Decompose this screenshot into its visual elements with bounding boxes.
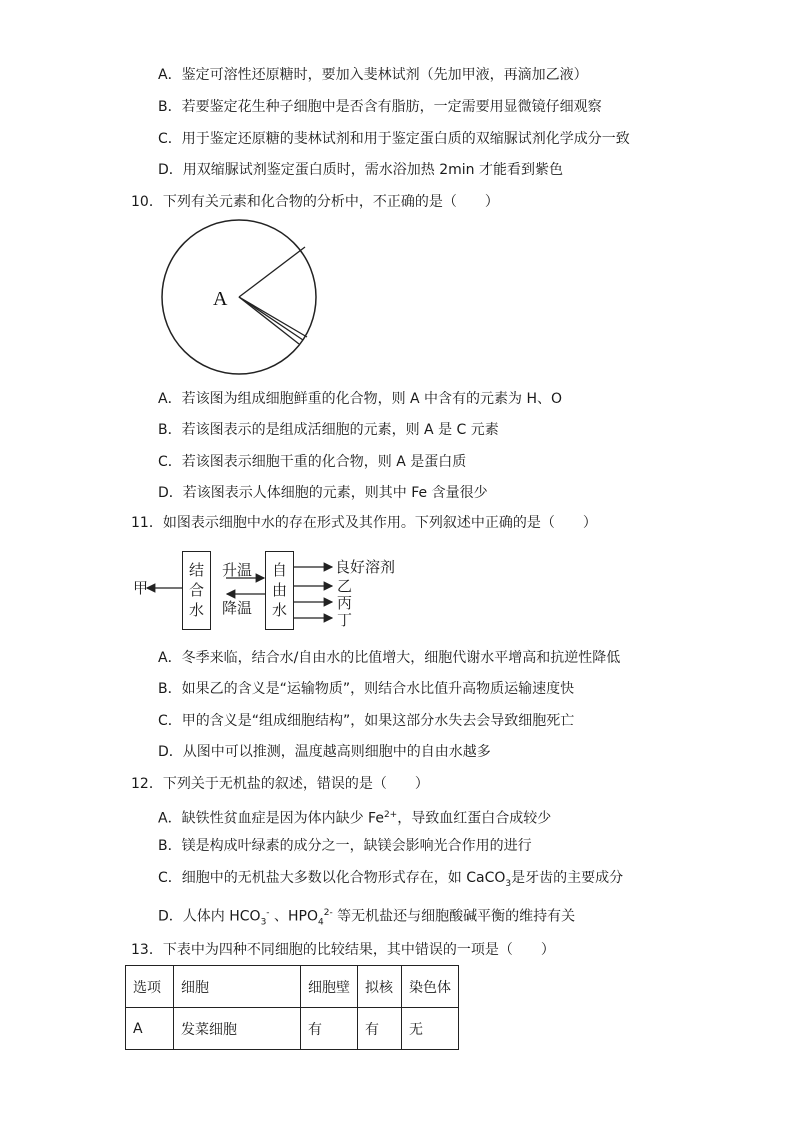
label-jia: 甲	[133, 579, 149, 597]
table-header-cell: 细胞壁	[301, 966, 358, 1008]
bound-water-char: 水	[188, 601, 204, 619]
q11-option-a: A．冬季来临，结合水/自由水的比值增大，细胞代谢水平增高和抗逆性降低	[158, 650, 621, 666]
q12-option-d: D．人体内 $HCO_3^-$ 、$HPO_4^{2-}$ 等无机盐还与细胞酸碱平衡的维持有关	[158, 908, 576, 928]
q9-option-b: B．若要鉴定花生种子细胞中是否含有脂肪，一定需要用显微镜仔细观察	[158, 99, 602, 115]
table-header-row	[126, 966, 459, 1008]
bound-water-box	[182, 551, 211, 630]
q10-option-a: A．若该图为组成细胞鲜重的化合物，则 A 中含有的元素为 H、O	[158, 391, 563, 407]
q10-option-c: C．若该图表示细胞干重的化合物，则 A 是蛋白质	[158, 454, 467, 470]
q11-option-d: D．从图中可以推测，温度越高则细胞中的自由水越多	[158, 744, 491, 760]
pie-label-a: A	[213, 288, 228, 310]
q11-option-b: B．如果乙的含义是“运输物质”，则结合水比值升高物质运输速度快	[158, 681, 575, 697]
label-ding: 丁	[337, 611, 353, 629]
bound-water-char: 合	[188, 581, 204, 599]
table-header-cell: 拟核	[358, 966, 402, 1008]
table-cell: 无	[402, 1008, 459, 1050]
q11-option-c: C．甲的含义是“组成细胞结构”，如果这部分水失去会导致细胞死亡	[158, 713, 575, 729]
table-header-cell: 染色体	[402, 966, 459, 1008]
table-cell: 有	[301, 1008, 358, 1050]
comparison-table	[125, 965, 459, 1050]
table-cell: 发菜细胞	[174, 1008, 301, 1050]
label-warm: 升温	[222, 561, 253, 579]
q9-option-c: C．用于鉴定还原糖的斐林试剂和用于鉴定蛋白质的双缩脲试剂化学成分一致	[158, 131, 630, 147]
q12-stem: 12．下列关于无机盐的叙述，错误的是（ ）	[131, 776, 429, 792]
q10-option-d: D．若该图表示人体细胞的元素，则其中 Fe 含量很少	[158, 485, 488, 501]
free-water-char: 自	[271, 561, 287, 579]
q12-option-b: B．镁是构成叶绿素的成分之一，缺镁会影响光合作用的进行	[158, 838, 532, 854]
table-row	[126, 1008, 459, 1050]
q10-stem: 10．下列有关元素和化合物的分析中，不正确的是（ ）	[131, 194, 499, 210]
q9-option-a: A．鉴定可溶性还原糖时，要加入斐林试剂（先加甲液，再滴加乙液）	[158, 67, 588, 83]
table-header-cell: 选项	[126, 966, 174, 1008]
q9-option-d: D．用双缩脲试剂鉴定蛋白质时，需水浴加热 2min 才能看到紫色	[158, 162, 563, 178]
free-water-box	[265, 551, 294, 630]
q10-option-b: B．若该图表示的是组成活细胞的元素，则 A 是 C 元素	[158, 422, 499, 438]
q12-option-a: A．缺铁性贫血症是因为体内缺少 $Fe^{2+}$，导致血红蛋白合成较少	[158, 810, 552, 827]
label-good-solvent: 良好溶剂	[335, 558, 396, 576]
table-header-cell: 细胞	[174, 966, 301, 1008]
free-water-char: 水	[271, 601, 287, 619]
q11-stem: 11．如图表示细胞中水的存在形式及其作用。下列叙述中正确的是（ ）	[131, 515, 597, 531]
pie-diagram	[160, 218, 320, 378]
label-bing: 丙	[337, 594, 353, 612]
free-water-char: 由	[271, 581, 287, 599]
q12-option-c: C．细胞中的无机盐大多数以化合物形式存在，如 CaCO$_3$是牙齿的主要成分	[158, 870, 624, 889]
label-cool: 降温	[222, 599, 253, 617]
q13-stem: 13．下表中为四种不同细胞的比较结果，其中错误的一项是（ ）	[131, 942, 555, 958]
bound-water-char: 结	[188, 561, 204, 579]
table-cell: 有	[358, 1008, 402, 1050]
label-yi: 乙	[337, 577, 353, 595]
table-cell: A	[126, 1008, 174, 1050]
